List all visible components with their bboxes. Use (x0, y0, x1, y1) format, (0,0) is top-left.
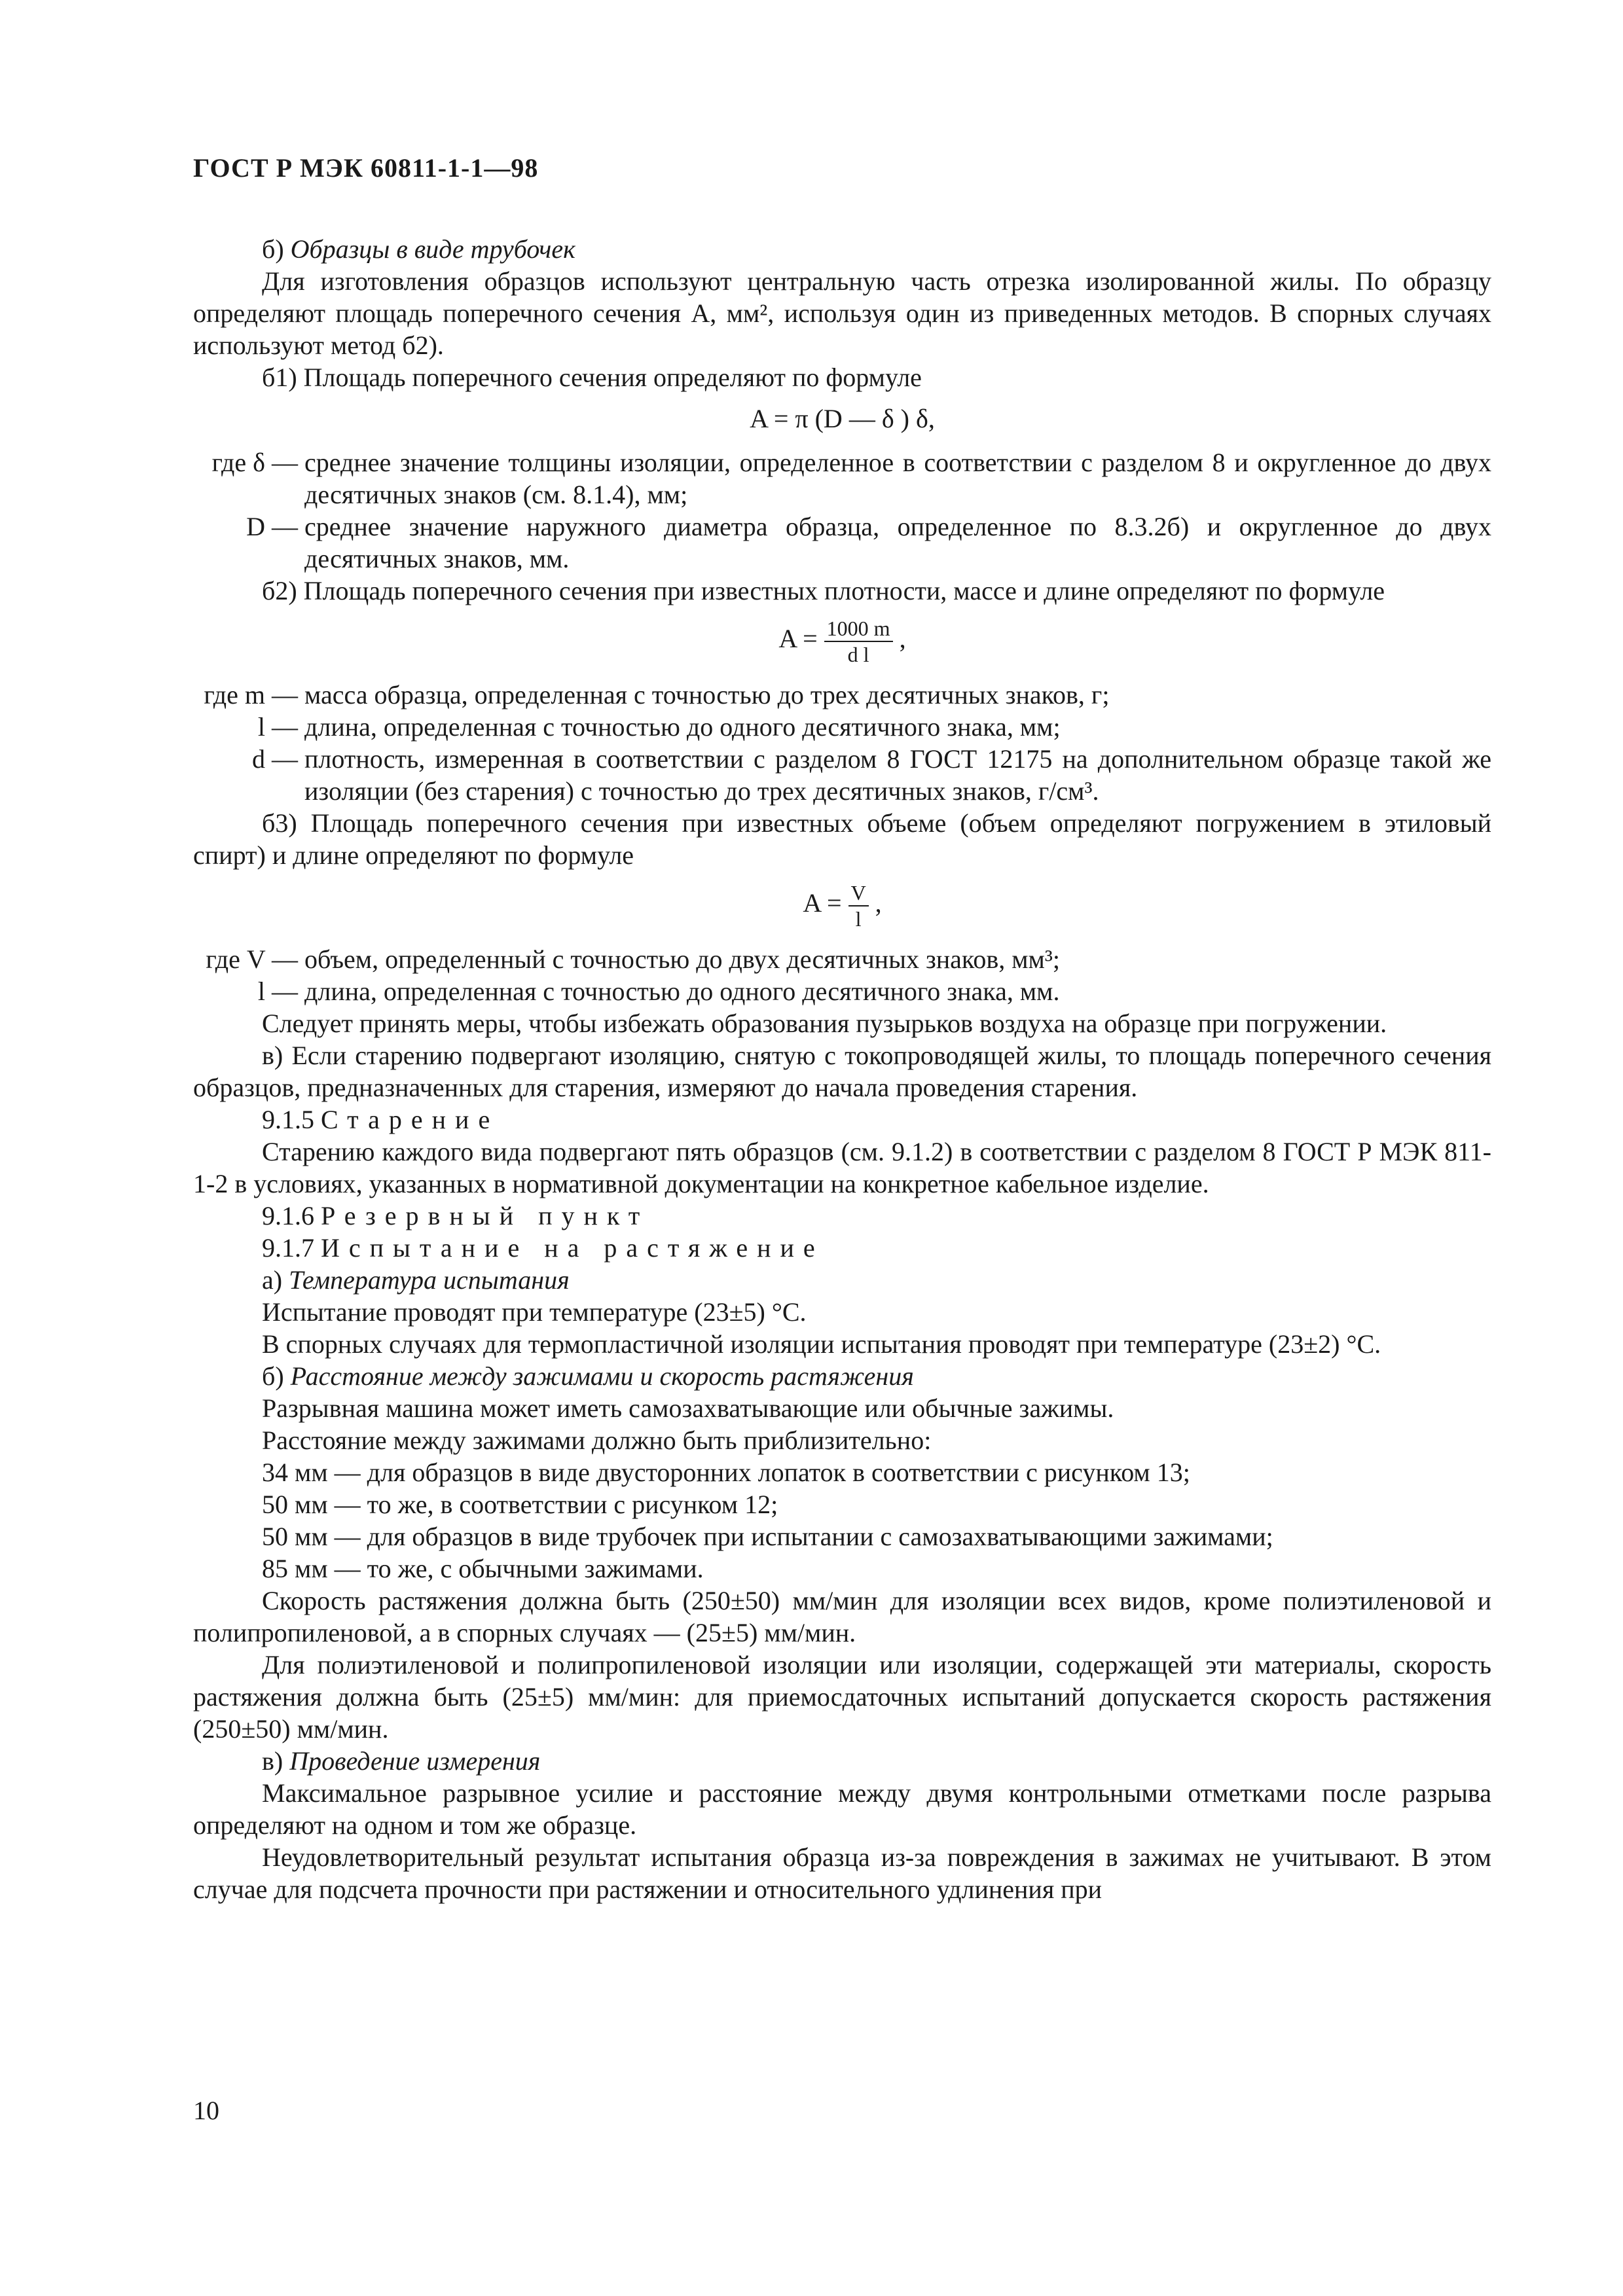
formula-legend-item (193, 679, 1491, 711)
legend-text: объем, определенный с точностью до двух десятичных знаков, мм³; (304, 944, 1060, 974)
formula-lhs: A = (778, 624, 818, 654)
legend-symbol: где V — (206, 944, 298, 974)
fraction-numerator: 1000 m (824, 616, 893, 642)
paragraph: В спорных случаях для термопластичной изоляции испытания проводят при температуре (23±2) °С. (262, 1329, 1381, 1359)
subsection-title: Расстояние между зажимами и скорость растяжения (290, 1361, 914, 1391)
section-number: 9.1.7 (262, 1233, 321, 1263)
formula-tail: , (875, 888, 882, 918)
paragraph: б3) Площадь поперечного сечения при известных объеме (объем определяют погружением в этиловый спирт) и длине определяют по формуле (193, 808, 1491, 870)
legend-text: масса образца, определенная с точностью до трех десятичных знаков, г; (304, 680, 1110, 709)
paragraph: б2) Площадь поперечного сечения при известных плотности, массе и длине определяют по формуле (262, 576, 1385, 605)
fraction-numerator: V (848, 880, 869, 906)
legend-symbol: l — (257, 712, 298, 742)
formula-legend-item (193, 711, 1491, 743)
legend-text: длина, определенная с точностью до одного десятичного знака, мм. (304, 977, 1060, 1006)
paragraph: 34 мм — для образцов в виде двусторонних лопаток в соответствии с рисунком 13; (262, 1458, 1190, 1487)
legend-text: среднее значение толщины изоляции, определенное в соответствии с разделом 8 и округленное до двух десятичных знаков (см. 8.1.4), мм; (304, 448, 1491, 509)
page-number: 10 (193, 2096, 219, 2125)
list-marker: б) (262, 1361, 291, 1391)
subsection-b-heading (193, 1360, 1491, 1392)
subsection-b-heading (193, 233, 1491, 265)
list-marker: а) (262, 1265, 289, 1295)
subsection-title: Образцы в виде трубочек (290, 234, 575, 264)
document-header: ГОСТ Р МЭК 60811-1-1—98 (193, 153, 539, 183)
legend-text: длина, определенная с точностью до одного десятичного знака, мм; (304, 712, 1061, 742)
section-9-1-7-heading (193, 1232, 1491, 1264)
section-title: Испытание на растяжение (321, 1233, 824, 1263)
formula-legend-item (193, 511, 1491, 575)
paragraph: б1) Площадь поперечного сечения определяют по формуле (262, 363, 922, 392)
paragraph: Неудовлетворительный результат испытания образца из-за повреждения в зажимах не учитывают. В этом случае для подсчета прочности при растяжении и относительного удлинения при (193, 1842, 1491, 1904)
paragraph: Для изготовления образцов используют центральную часть отрезка изолированной жилы. По образцу определяют площадь поперечного сечения A, мм², используя один из приведенных методов. В спорных случаях используют метод б2). (193, 266, 1491, 360)
list-marker: б) (262, 234, 291, 264)
paragraph: Старению каждого вида подвергают пять образцов (см. 9.1.2) в соответствии с разделом 8 ГОСТ Р МЭК 811-1-2 в условиях, указанных в нормативной документации на конкретное кабельное изделие. (193, 1137, 1491, 1198)
fraction (848, 880, 869, 931)
legend-symbol: где δ — (211, 448, 298, 477)
formula-legend-item (193, 943, 1491, 975)
paragraph: Следует принять меры, чтобы избежать образования пузырьков воздуха на образце при погружении. (262, 1009, 1387, 1038)
section-title: Резервный пункт (321, 1201, 649, 1230)
formula-legend-item (193, 975, 1491, 1007)
section-number: 9.1.6 (262, 1201, 321, 1230)
subsection-title: Температура испытания (289, 1265, 570, 1295)
paragraph: Для полиэтиленовой и полипропиленовой изоляции или изоляции, содержащей эти материалы, скорость растяжения должна быть (25±5) мм/мин: для приемосдаточных испытаний допускается скорость растяжения (250±50) мм/мин. (193, 1650, 1491, 1744)
formula-lhs: A = (803, 888, 842, 918)
formula-legend-item (193, 446, 1491, 511)
paragraph: Разрывная машина может иметь самозахватывающие или обычные зажимы. (262, 1393, 1114, 1423)
formula-tail: , (899, 624, 906, 654)
paragraph: Скорость растяжения должна быть (250±50) мм/мин для изоляции всех видов, кроме полиэтиленовой и полипропиленовой, а в спорных случаях — (25±5) мм/мин. (193, 1586, 1491, 1647)
section-number: 9.1.5 (262, 1105, 321, 1134)
legend-symbol: D — (246, 512, 298, 541)
subsection-title: Проведение измерения (289, 1746, 541, 1776)
legend-symbol: где m — (204, 680, 298, 709)
formula-1: A = π (D — δ ) δ, (750, 404, 935, 433)
legend-symbol: d — (252, 744, 298, 774)
formula-legend-item (193, 743, 1491, 807)
paragraph: 85 мм — то же, с обычными зажимами. (262, 1554, 704, 1583)
document-body (193, 233, 1491, 1905)
paragraph: в) Если старению подвергают изоляцию, снятую с токопроводящей жилы, то площадь поперечного сечения образцов, предназначенных для старения, измеряют до начала проведения старения. (193, 1041, 1491, 1102)
paragraph: Испытание проводят при температуре (23±5) °С. (262, 1297, 807, 1327)
fraction (824, 616, 893, 667)
subsection-v-heading (193, 1745, 1491, 1777)
fraction-denominator: l (855, 907, 862, 931)
legend-symbol: l — (257, 977, 298, 1006)
paragraph: 50 мм — для образцов в виде трубочек при испытании с самозахватывающими зажимами; (262, 1522, 1273, 1551)
fraction-denominator: d l (847, 643, 869, 666)
section-9-1-5-heading (193, 1103, 1491, 1136)
paragraph: Максимальное разрывное усилие и расстояние между двумя контрольными отметками после разрыва определяют на одном и том же образце. (193, 1778, 1491, 1840)
subsection-a-heading (193, 1264, 1491, 1296)
paragraph: Расстояние между зажимами должно быть приблизительно: (262, 1426, 932, 1455)
list-marker: в) (262, 1746, 290, 1776)
section-title: Старение (321, 1105, 500, 1134)
legend-text: среднее значение наружного диаметра образца, определенное по 8.3.2б) и округленное до двух десятичных знаков, мм. (304, 512, 1491, 573)
legend-text: плотность, измеренная в соответствии с разделом 8 ГОСТ 12175 на дополнительном образце такой же изоляции (без старения) с точностью до трех десятичных знаков, г/см³. (304, 744, 1491, 806)
paragraph: 50 мм — то же, в соответствии с рисунком 12; (262, 1490, 778, 1519)
section-9-1-6-heading (193, 1200, 1491, 1232)
formula-2 (193, 616, 1491, 667)
formula-3 (193, 880, 1491, 931)
